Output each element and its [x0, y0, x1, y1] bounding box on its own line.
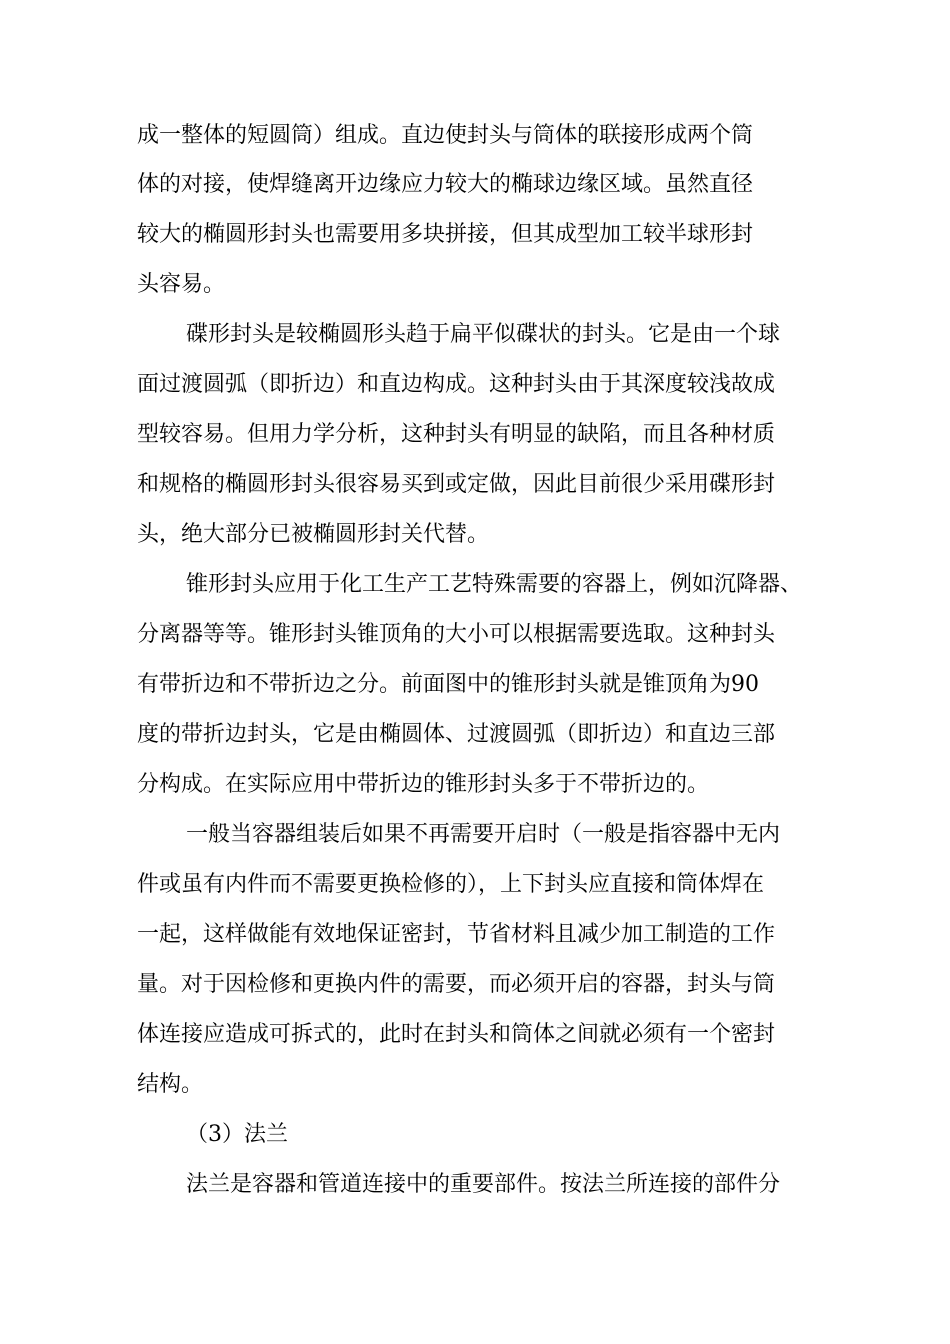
- text-line: 成一整体的短圆筒）组成。直边使封头与筒体的联接形成两个筒: [137, 123, 754, 148]
- text-line: 型较容易。但用力学分析，这种封头有明显的缺陷，而且各种材质: [137, 422, 776, 447]
- text-line: 体连接应造成可拆式的，此时在封头和筒体之间就必须有一个密封: [137, 1022, 776, 1047]
- text-line: 有带折边和不带折边之分。前面图中的锥形封头就是锥顶角为90: [137, 672, 759, 697]
- text-line: 分离器等等。锥形封头锥顶角的大小可以根据需要选取。这种封头: [137, 622, 776, 647]
- text-line: 量。对于因检修和更换内件的需要，而必须开启的容器，封头与筒: [137, 972, 776, 997]
- text-line: 体的对接，使焊缝离开边缘应力较大的椭球边缘区域。虽然直径: [137, 172, 754, 197]
- text-line: 较大的椭圆形封头也需要用多块拼接，但其成型加工较半球形封: [137, 222, 754, 247]
- paragraph-first-line: 法兰是容器和管道连接中的重要部件。按法兰所连接的部件分: [186, 1172, 781, 1197]
- text-line: 结构。: [137, 1072, 204, 1097]
- paragraph-first-line: 一般当容器组装后如果不再需要开启时（一般是指容器中无内: [186, 822, 781, 847]
- text-line: 头，绝大部分已被椭圆形封关代替。: [137, 522, 490, 547]
- text-line: 件或虽有内件而不需要更换检修的），上下封头应直接和筒体焊在: [137, 872, 765, 897]
- text-line: 头容易。: [137, 272, 226, 297]
- text-line: 面过渡圆弧（即折边）和直边构成。这种封头由于其深度较浅故成: [137, 372, 776, 397]
- text-line: 和规格的椭圆形封头很容易买到或定做，因此目前很少采用碟形封: [137, 472, 776, 497]
- paragraph-first-line: 锥形封头应用于化工生产工艺特殊需要的容器上，例如沉降器、: [186, 572, 803, 597]
- text-line: 分构成。在实际应用中带折边的锥形封头多于不带折边的。: [137, 772, 710, 797]
- section-heading: （3）法兰: [186, 1122, 288, 1147]
- text-line: 度的带折边封头，它是由椭圆体、过渡圆弧（即折边）和直边三部: [137, 722, 776, 747]
- text-line: 一起，这样做能有效地保证密封，节省材料且减少加工制造的工作: [137, 922, 776, 947]
- paragraph-first-line: 碟形封头是较椭圆形头趋于扁平似碟状的封头。它是由一个球: [186, 322, 781, 347]
